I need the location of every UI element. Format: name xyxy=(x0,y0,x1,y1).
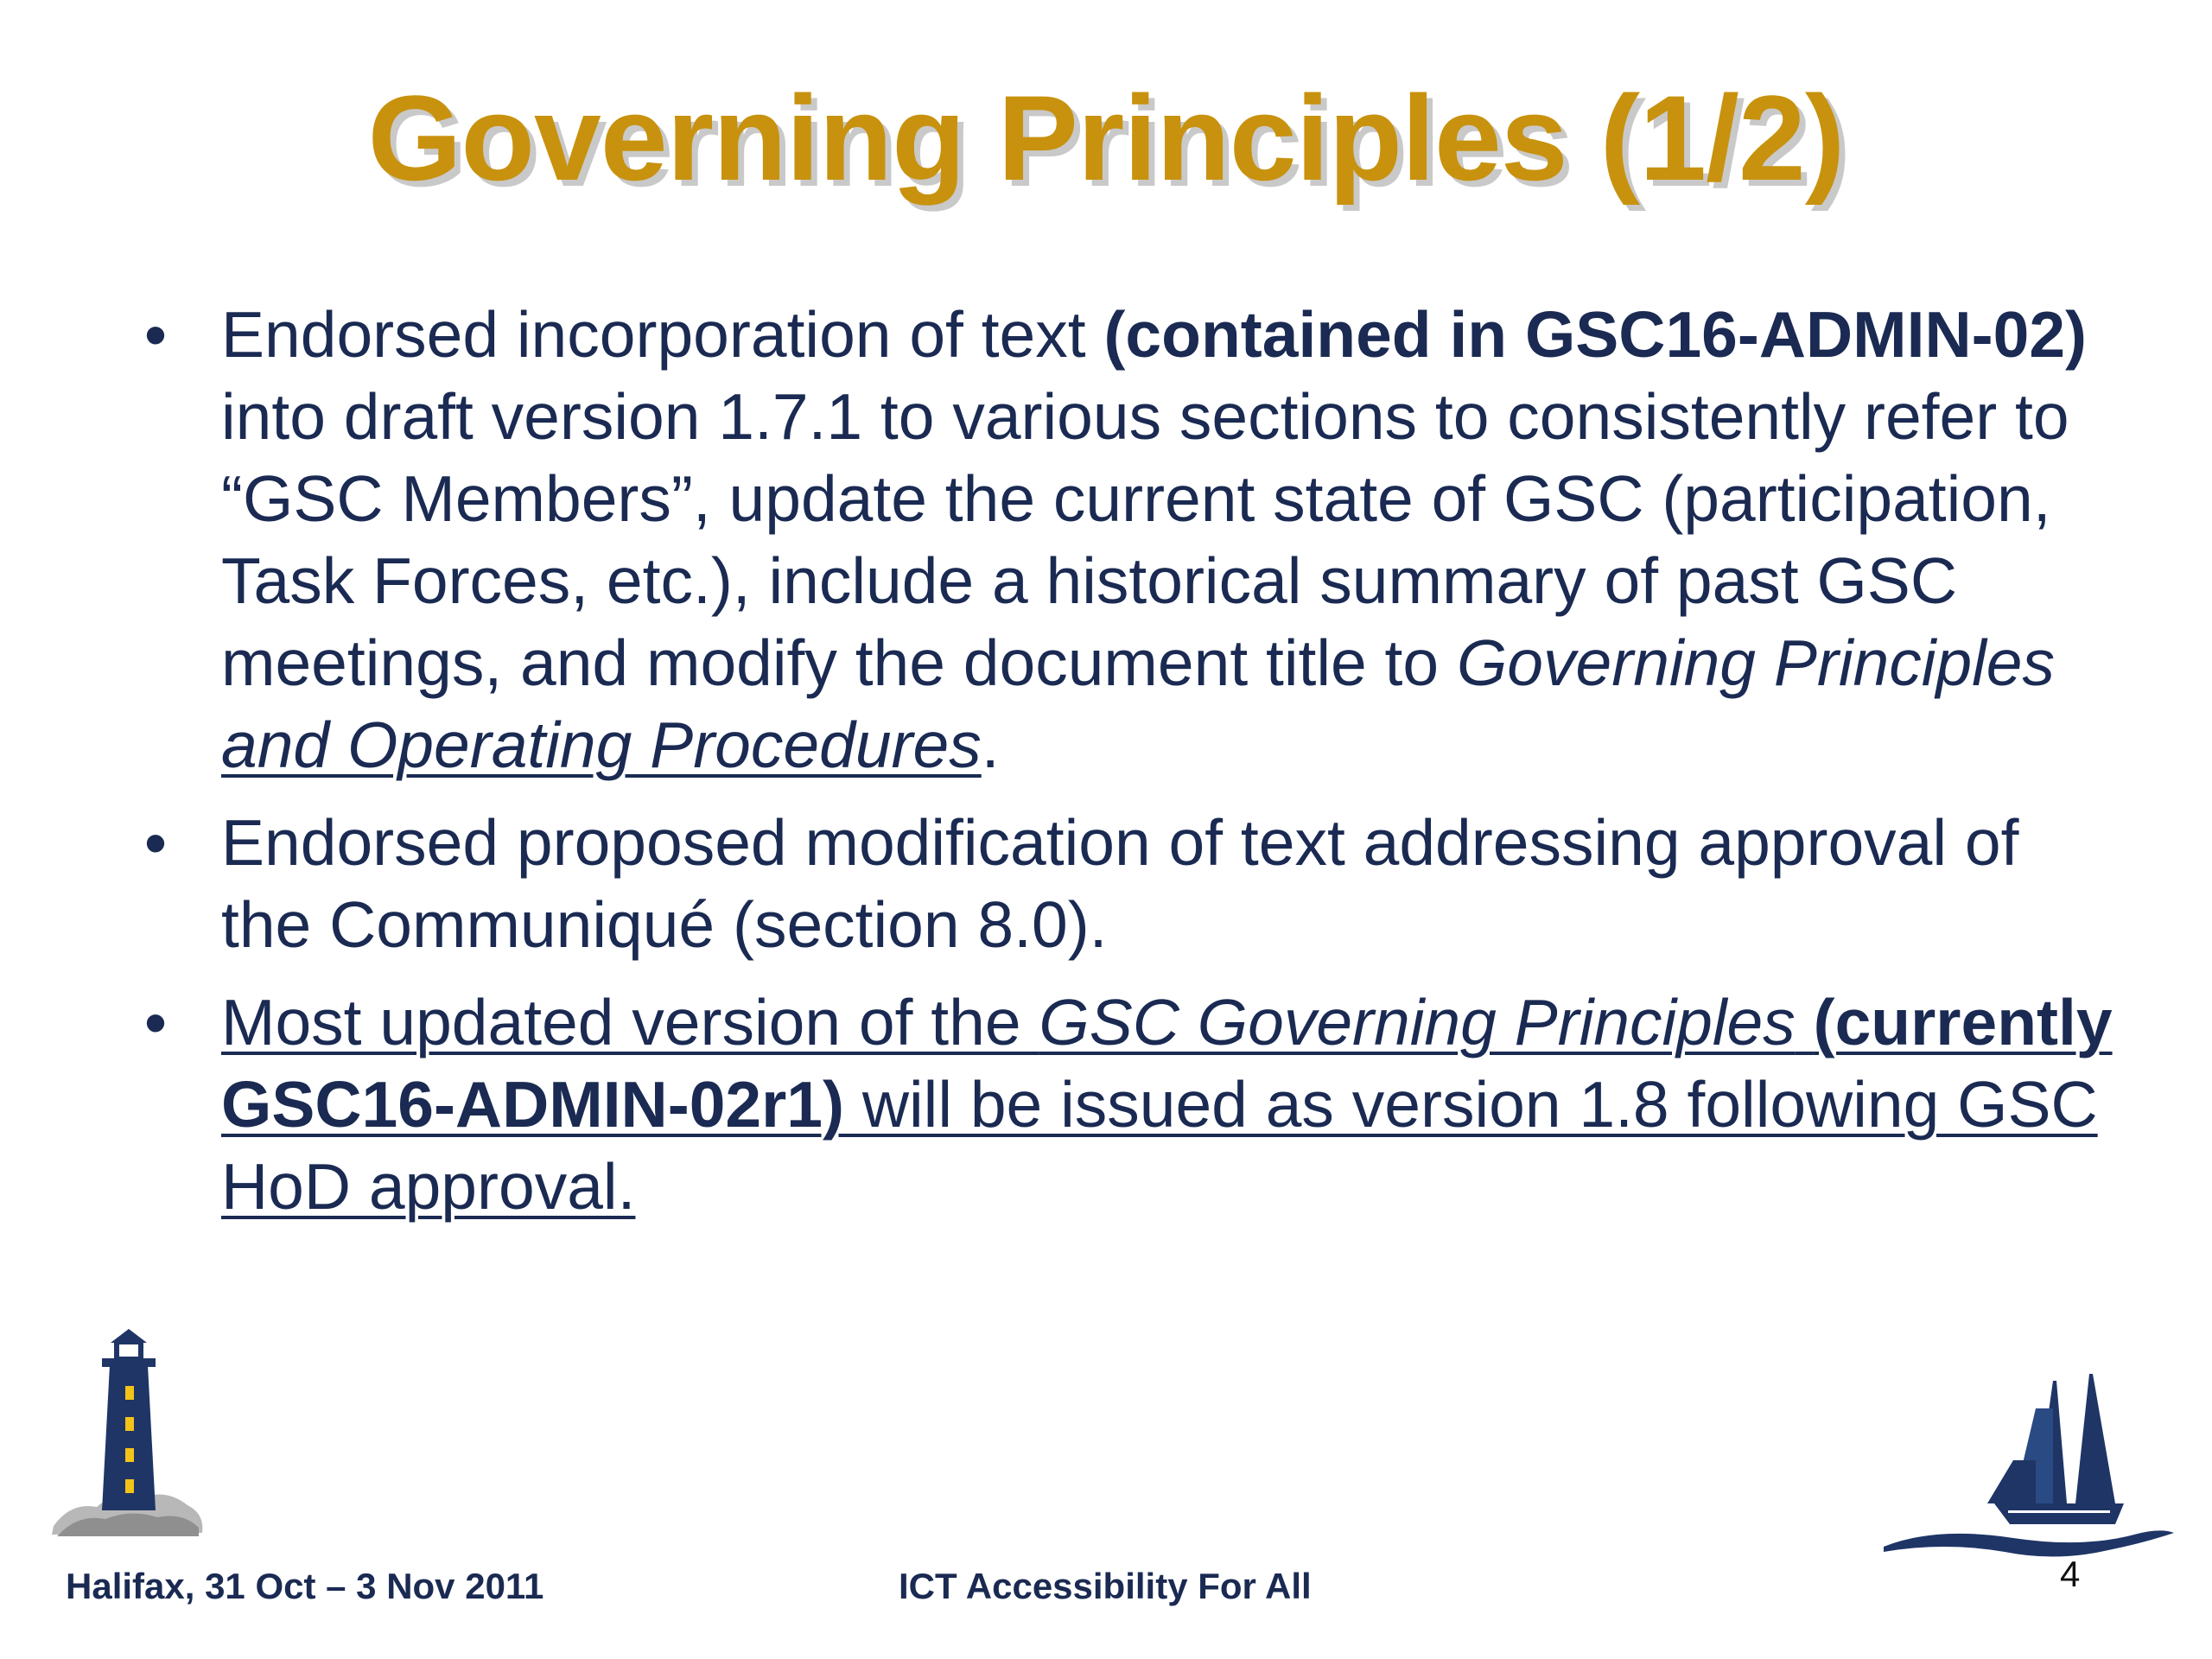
bullet-item xyxy=(138,802,2126,966)
slide-title: Governing Principles (1/2) xyxy=(367,70,1845,206)
page-number: 4 xyxy=(2060,1554,2081,1594)
bullet-text-bold-underlined: (currently GSC16-ADMIN-02r1) xyxy=(221,986,2113,1141)
bullet-text-underlined: Most updated version of the xyxy=(221,986,1039,1058)
bullet-item xyxy=(138,294,2126,786)
footer-theme: ICT Accessibility For All xyxy=(899,1566,1312,1606)
bullet-text-italic: Governing Principles xyxy=(1456,626,2055,699)
bullet-text-underlined xyxy=(1796,986,1814,1058)
bullet-text-italic-underlined: and Operating Procedures xyxy=(221,709,982,781)
bullet-list xyxy=(138,294,2126,1243)
bullet-text: Endorsed incorporation of text xyxy=(221,298,1104,371)
footer-location-date: Halifax, 31 Oct – 3 Nov 2011 xyxy=(66,1566,544,1606)
bullet-text: into draft version 1.7.1 to various sections to consistently refer to “GSC Members”, update the current state of GSC (participation, Task Forces, etc.), include a historical summary of past GSC meetings, and modify the document title to xyxy=(221,380,2069,699)
sailing-ship-icon xyxy=(1884,1374,2177,1573)
bullet-text: . xyxy=(981,709,1000,781)
bullet-text-bold: (contained in GSC16-ADMIN-02) xyxy=(1103,298,2088,371)
bullet-marker: • xyxy=(143,806,168,879)
bullet-marker: • xyxy=(143,986,168,1058)
bullet-item xyxy=(138,982,2126,1228)
bullet-marker: • xyxy=(143,298,168,371)
bullet-text: Endorsed proposed modification of text addressing approval of the Communiqué (section 8.0). xyxy=(221,806,2019,961)
lighthouse-icon xyxy=(45,1329,209,1545)
bullet-text-italic-underlined: GSC Governing Principles xyxy=(1039,986,1796,1058)
bullet-text-underlined: will be issued as version 1.8 following GSC HoD approval. xyxy=(221,1068,2098,1223)
